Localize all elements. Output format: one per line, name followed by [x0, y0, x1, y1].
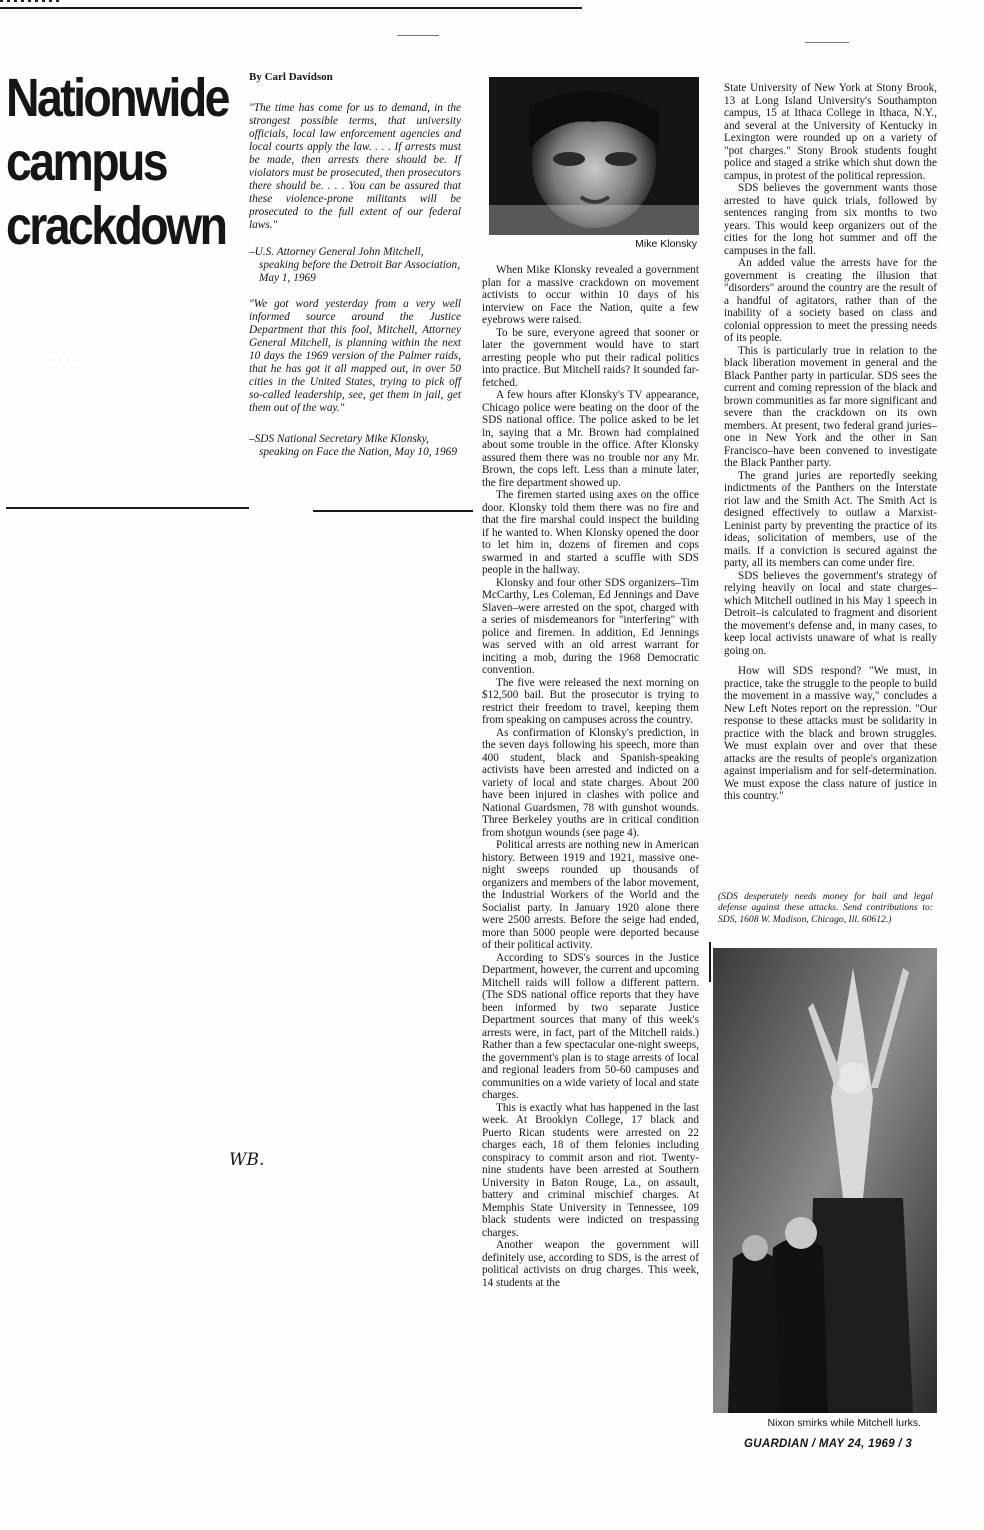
paragraph: This is exactly what has happened in the last week. At Brooklyn College, 17 black and Puerto Rican students were arrested on 22 charges each, 18 of them felonies including conspiracy to commit arson and riot. Twenty-nine students have been arrested at Southern University in Baton Rouge, La., on assault, battery and criminal mischief charges. At Memphis State University in Tennessee, 109 black students were indicted on trespassing charges. [482, 1101, 699, 1239]
paragraph: State University of New York at Stony Brook, 13 at Long Island University's Southampton campus, 15 at Ithaca College in Ithaca, N.Y., and several at the University of Kentucky in Lexington were rounded up on a variety of "pot charges." Stony Brook students fought police and staged a strike which shut down the campus, in protest of the political repression. [724, 82, 937, 182]
epigraph-quote-klonsky: "We got word yesterday from a very well informed source around the Justice Department that this fool, Mitchell, Attorney General Mitchell, is planning within the next 10 days the 1969 version of the Palmer raids, that he has got it all mapped out, in over 50 cities in the United States, trying to pick off so-called leadership, see, get them in jail, get them out of the way." [249, 298, 461, 414]
headline-line: Nationwide [6, 68, 228, 128]
paragraph: When Mike Klonsky revealed a government plan for a massive crackdown on movement activists to occur within 10 days of his interview on Face the Nation, quite a few eyebrows were raised. [482, 264, 699, 326]
nixon-mitchell-photo [713, 948, 937, 1413]
paragraph: To be sure, everyone agreed that sooner or later the government would have to start arresting people who put their radical politics into practice. But Mitchell raids? It sounded far-fetched. [482, 326, 699, 389]
article-column-middle [482, 264, 699, 1289]
paragraph: An added value the arrests have for the government is creating the illusion that "disorders" around the country are the result of a handful of agitators, rather than of the inability of a society based on class and colonial oppression to meet the pressing needs of its people. [724, 257, 937, 344]
paragraph: Political arrests are nothing new in American history. Between 1919 and 1921, massive one-night sweeps rounded up thousands of organizers and members of the labor movement, the Industrial Workers of the World and the Socialist party. In January 1920 alone there were 2500 arrests. Before the seige had ended, more than 5000 people were deported because of their political activity. [482, 839, 699, 951]
faint-marks: · · · · · · [41, 356, 89, 365]
nixon-mitchell-photo-caption: Nixon smirks while Mitchell lurks. [767, 1417, 921, 1429]
section-rule [313, 510, 473, 512]
epigraph-quote-mitchell: "The time has come for us to demand, in the strongest possible terms, that university officials, local law enforcement agencies and local courts apply the law. . . . If arrests must be made, then arrests there should be. If violators must be prosecuted, then prosecutors there should be. . . . You can be assured that these violence-prone militants will be prosecuted to the full extent of our federal laws." [249, 102, 461, 231]
donation-note: (SDS desperately needs money for bail and legal defense against these attacks. Send contributions to: SDS, 1608 W. Madison, Chicago, Ill. 60612.) [718, 891, 933, 925]
headline-line: campus [6, 132, 167, 192]
paragraph: The five were released the next morning on $12,500 bail. But the prosecutor is trying to restrict their freedom to travel, keeping them from speaking on campuses across the country. [482, 676, 699, 726]
klonsky-photo-image [489, 77, 699, 235]
headline [6, 66, 228, 258]
top-rule-dots [0, 0, 62, 2]
margin-mark [709, 942, 711, 982]
paragraph: The firemen started using axes on the office door. Klonsky told them there was no fire and that the fire marshal could inspect the building if he wanted to. When Klonsky opened the door to let him in, dozens of firemen and cops swarmed in and started a scuffle with SDS people in the hallway. [482, 489, 699, 576]
paragraph: The grand juries are reportedly seeking indictments of the Panthers on the Interstate riot law and the Smith Act. The Smith Act is designed effectively to outlaw a Marxist-Leninist party by preventing the practice of its ideas, solicitation of members, use of the mails. If a conviction is secured against the party, all its members can come under fire. [724, 469, 937, 569]
byline: By Carl Davidson [249, 71, 333, 83]
paragraph: Klonsky and four other SDS organizers–Tim McCarthy, Les Coleman, Ed Jennings and Dave Slaven–were arrested on the spot, charged with a series of misdemeanors for "interfering" with police and firemen. In addition, Ed Jennings was served with an old arrest warrant for inciting a mob, during the 1968 Democratic convention. [482, 576, 699, 676]
nixon-mitchell-photo-image [713, 948, 937, 1413]
paragraph: SDS believes the government's strategy of relying heavily on local and state charges–which Mitchell outlined in his May 1 speech in Detroit–is calculated to fragment and disorient the movement's defense and, in many cases, to keep local activists unaware of what is really going on. [724, 569, 937, 657]
section-rule [6, 507, 249, 509]
article-column-right [724, 82, 937, 803]
klonsky-photo [489, 77, 699, 235]
epigraph-attribution-mitchell: –U.S. Attorney General John Mitchell, speaking before the Detroit Bar Association, May 1, 1969 [249, 246, 461, 284]
paragraph: How will SDS respond? "We must, in practice, take the struggle to the people to build the movement in a massive way," concludes a New Left Notes report on the repression. "Our response to these attacks must be solidarity in practice with the black and brown struggles. We must explain over and over that these attacks are the results of people's organization against imperialism and for self-determination. We must expose the class nature of justice in this country." [724, 665, 937, 802]
tick-mark [805, 42, 849, 43]
paragraph: According to SDS's sources in the Justice Department, however, the current and upcoming Mitchell raids will follow a different pattern. (The SDS national office reports that they have been informed by two separate Justice Department sources that many of this week's arrests were, in fact, part of the Mitchell raids.) Rather than a few spectacular one-night sweeps, the government's plan is to stage arrests of local and regional leaders from 50-60 campuses and communities on a wide variety of local and state charges. [482, 951, 699, 1101]
paragraph: Another weapon the government will definitely use, according to SDS, is the arrest of political activists on drug charges. This week, 14 students at the [482, 1239, 699, 1289]
page-footer: GUARDIAN / MAY 24, 1969 / 3 [744, 1438, 913, 1450]
paragraph: This is particularly true in relation to the black liberation movement in general and the Black Panther party in particular. SDS sees the current and coming repression of the black and brown communities as far more significant and severe than the crackdown on its own members. At present, two federal grand juries–one in New York and the other in San Francisco–have been convened to investigate the Black Panther party. [724, 344, 937, 469]
paragraph: SDS believes the government wants those arrested to have quick trials, followed by sentences ranging from six months to two years. This would keep organizers out of the cities for the long hot summer and off the campuses in the fall. [724, 182, 937, 257]
paragraph: A few hours after Klonsky's TV appearance, Chicago police were beating on the door of the SDS national office. The police asked to be let in, saying that a Mr. Brown had complained about some trouble in the office. After Klonsky assured them there was no trouble nor any Mr. Brown, the cops left. Less than a minute later, the fire department showed up. [482, 389, 699, 489]
klonsky-photo-caption: Mike Klonsky [635, 238, 697, 250]
paragraph: As confirmation of Klonsky's prediction, in the seven days following his speech, more than 400 student, black and Spanish-speaking activists have been arrested and indicted on a variety of local and state charges. About 200 have been injured in clashes with police and National Guardsmen, 78 with gunshot wounds. Three Berkeley youths are in critical condition from shotgun wounds (see page 4). [482, 726, 699, 839]
tick-mark [397, 35, 439, 36]
top-rule [0, 7, 582, 9]
epigraph-attribution-klonsky: –SDS National Secretary Mike Klonsky, speaking on Face the Nation, May 10, 1969 [249, 433, 457, 458]
headline-line: crackdown [6, 196, 226, 256]
handwritten-initials: WB. [229, 1150, 265, 1170]
